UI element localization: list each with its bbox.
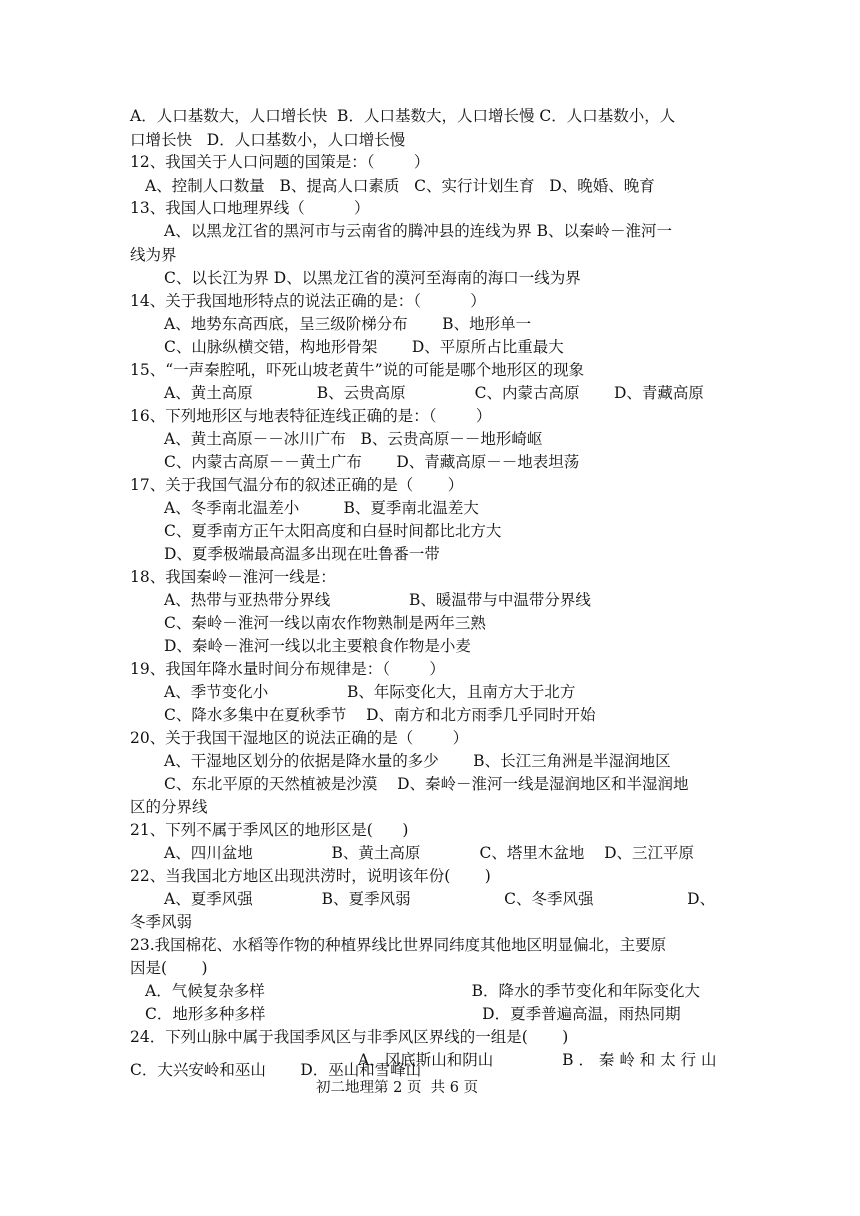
page-footer: 初二地理第 2 页 共 6 页 — [316, 1080, 479, 1096]
q20-question: 20、关于我国干湿地区的说法正确的是（ ） — [130, 729, 469, 747]
q16-question: 16、下列地形区与地表特征连线正确的是：（ ） — [130, 407, 492, 425]
q20-options-line-1: A、干湿地区划分的依据是降水量的多少 B、长江三角洲是半湿润地区 — [164, 752, 671, 770]
q19-options-line-1: A、季节变化小 B、年际变化大，且南方大于北方 — [164, 683, 576, 701]
q13-options-line-3: C、以长江为界 D、以黑龙江省的漠河至海南的海口一线为界 — [164, 269, 581, 287]
q22-options-line-1: A、夏季风强 B、夏季风弱 C、冬季风强 D、 — [164, 890, 716, 908]
q11-options-line-2: 口增长快 D．人口基数小，人口增长慢 — [130, 131, 406, 149]
q18-options-line-2: C、秦岭－淮河一线以南农作物熟制是两年三熟 — [164, 614, 486, 632]
q20-options-line-3: 区的分界线 — [130, 798, 208, 816]
q16-options-line-2: C、内蒙古高原－－黄土广布 D、青藏高原－－地表坦荡 — [164, 453, 580, 471]
q23-options-line-1: A．气候复杂多样 B．降水的季节变化和年际变化大 — [145, 982, 701, 1000]
q13-options-line-1: A、以黑龙江省的黑河市与云南省的腾冲县的连线为界 B、以秦岭－淮河一 — [164, 222, 673, 240]
q21-question: 21、下列不属于季风区的地形区是( ) — [130, 821, 409, 839]
q19-options-line-2: C、降水多集中在夏秋季节 D、南方和北方雨季几乎同时开始 — [164, 706, 596, 724]
q14-options-line-2: C、山脉纵横交错，构地形骨架 D、平原所占比重最大 — [164, 338, 564, 356]
q17-options-line-1: A、冬季南北温差小 B、夏季南北温差大 — [164, 499, 479, 517]
q17-question: 17、关于我国气温分布的叙述正确的是（ ） — [130, 476, 464, 494]
q12-options: A、控制人口数量 B、提高人口素质 C、实行计划生育 D、晚婚、晚育 — [145, 177, 655, 195]
q12-question: 12、我国关于人口问题的国策是：（ ） — [130, 153, 430, 171]
q23-question-line-2: 因是( ) — [130, 959, 208, 977]
q23-question-line-1: 23.我国棉花、水稻等作物的种植界线比世界同纬度其他地区明显偏北，主要原 — [130, 936, 667, 954]
q14-options-line-1: A、地势东高西底，呈三级阶梯分布 B、地形单一 — [164, 315, 532, 333]
q15-options: A、黄土高原 B、云贵高原 C、内蒙古高原 D、青藏高原 — [164, 384, 704, 402]
q18-question: 18、我国秦岭－淮河一线是： — [130, 568, 336, 586]
q18-options-line-1: A、热带与亚热带分界线 B、暖温带与中温带分界线 — [164, 591, 591, 609]
q20-options-line-2: C、东北平原的天然植被是沙漠 D、秦岭－淮河一线是湿润地区和半湿润地 — [164, 775, 689, 793]
q18-options-line-3: D、秦岭－淮河一线以北主要粮食作物是小麦 — [164, 637, 471, 655]
q24-options-line-2: C．大兴安岭和巫山 D．巫山和雪峰山 — [130, 1061, 422, 1079]
q22-question: 22、当我国北方地区出现洪涝时，说明该年份( ) — [130, 867, 491, 885]
q14-question: 14、关于我国地形特点的说法正确的是：（ ） — [130, 292, 486, 310]
q13-question: 13、我国人口地理界线（ ） — [130, 199, 370, 217]
q15-question: 15、“一声秦腔吼，吓死山坡老黄牛”说的可能是哪个地形区的现象 — [130, 361, 585, 379]
q17-options-line-3: D、夏季极端最高温多出现在吐鲁番一带 — [164, 545, 440, 563]
q23-options-line-2: C．地形多种多样 D．夏季普遍高温，雨热同期 — [145, 1005, 681, 1023]
q21-options: A、四川盆地 B、黄土高原 C、塔里木盆地 D、三江平原 — [164, 844, 695, 862]
q24-question: 24．下列山脉中属于我国季风区与非季风区界线的一组是( ) — [130, 1028, 569, 1046]
q13-options-line-2: 线为界 — [130, 246, 177, 264]
q19-question: 19、我国年降水量时间分布规律是：（ ） — [130, 660, 445, 678]
q16-options-line-1: A、黄土高原－－冰川广布 B、云贵高原－－地形崎岖 — [164, 430, 543, 448]
q11-options-line-1: A．人口基数大，人口增长快 B．人口基数大，人口增长慢 C．人口基数小，人 — [130, 107, 676, 125]
q24-options-line-1: A．冈底斯山和阴山 B ． 秦 岭 和 太 行 山 — [358, 1051, 717, 1069]
q17-options-line-2: C、夏季南方正午太阳高度和白昼时间都比北方大 — [164, 522, 502, 540]
q22-options-line-2: 冬季风弱 — [130, 913, 193, 931]
